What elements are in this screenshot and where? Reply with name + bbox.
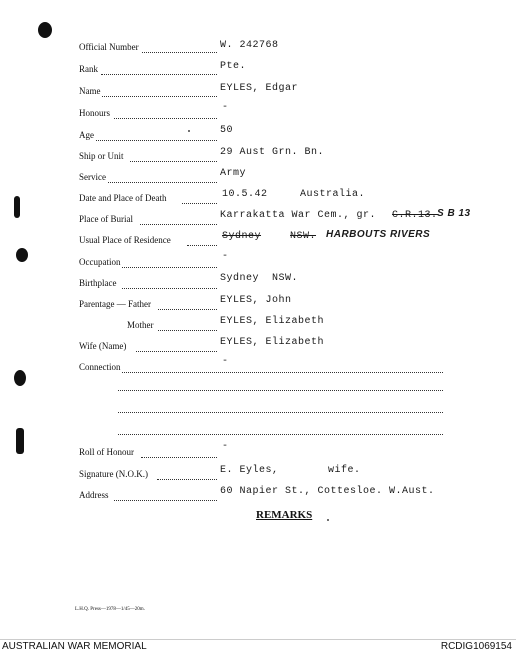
residence-struck-1: Sydney — [222, 231, 262, 242]
name-value: EYLES, Edgar — [220, 83, 299, 94]
birthplace-label: Birthplace — [79, 278, 117, 288]
connection-line-3 — [118, 412, 443, 413]
death-date-value: 10.5.42 — [222, 189, 268, 200]
official-number-dots — [142, 52, 217, 53]
parentage-mother-label: Mother — [127, 320, 154, 330]
official-number-label: Official Number — [79, 42, 139, 52]
parentage-father-dots — [158, 309, 217, 310]
roll-of-honour-value: - — [222, 441, 229, 452]
rank-value: Pte. — [220, 61, 247, 72]
occupation-value: - — [222, 251, 229, 262]
signature-dots — [157, 479, 217, 480]
usual-residence-label: Usual Place of Residence — [79, 235, 171, 245]
roll-of-honour-dots — [141, 457, 217, 458]
birthplace-dots — [122, 288, 217, 289]
punch-hole-middle — [16, 248, 28, 262]
rank-label: Rank — [79, 64, 98, 74]
punch-hole-lower — [14, 370, 26, 386]
connection-line-2 — [118, 390, 443, 391]
parentage-father-label: Parentage — Father — [79, 299, 151, 309]
connection-value: - — [222, 356, 229, 367]
honours-dots — [114, 118, 217, 119]
age-value: 50 — [220, 125, 234, 136]
residence-struck-2: NSW. — [290, 231, 317, 242]
archive-name: AUSTRALIAN WAR MEMORIAL — [2, 641, 147, 652]
date-place-death-dots — [182, 203, 217, 204]
honours-label: Honours — [79, 108, 110, 118]
name-label: Name — [79, 86, 101, 96]
place-of-burial-dots — [140, 224, 217, 225]
speck — [327, 519, 329, 521]
birthplace-value: Sydney NSW. — [220, 273, 299, 284]
parentage-mother-dots — [158, 330, 217, 331]
burial-value: Karrakatta War Cem., gr. — [220, 210, 377, 221]
signature-label: Signature (N.O.K.) — [79, 469, 148, 479]
burial-struck-value: C.R.13. — [392, 210, 438, 221]
father-value: EYLES, John — [220, 295, 292, 306]
wife-label: Wife (Name) — [79, 341, 127, 351]
binding-mark-lower — [16, 428, 24, 454]
age-label: Age — [79, 130, 94, 140]
wife-value: EYLES, Elizabeth — [220, 337, 325, 348]
ship-or-unit-value: 29 Aust Grn. Bn. — [220, 147, 325, 158]
place-of-burial-label: Place of Burial — [79, 214, 133, 224]
date-place-death-label: Date and Place of Death — [79, 193, 167, 203]
remarks-heading: REMARKS — [256, 509, 313, 521]
usual-residence-dots — [187, 245, 217, 246]
binding-mark-upper — [14, 196, 20, 218]
address-label: Address — [79, 490, 109, 500]
ship-or-unit-dots — [130, 161, 217, 162]
name-dots — [102, 96, 217, 97]
residence-handwritten-value: HARBOUTS RIVERS — [326, 229, 431, 240]
connection-dots — [122, 372, 443, 373]
address-value: 60 Napier St., Cottesloe. W.Aust. — [220, 486, 435, 497]
official-number-value: W. 242768 — [220, 40, 279, 51]
service-label: Service — [79, 172, 106, 182]
ship-or-unit-label: Ship or Unit — [79, 151, 124, 161]
rank-dots — [101, 74, 217, 75]
punch-hole-top — [38, 22, 52, 38]
address-dots — [114, 500, 217, 501]
speck — [188, 130, 190, 132]
printer-note: L.H.Q. Press—1978—1/45—20m. — [75, 607, 145, 612]
connection-label: Connection — [79, 362, 121, 372]
burial-handwritten-value: S B 13 — [437, 208, 471, 219]
age-dots — [96, 140, 217, 141]
signature-value: E. Eyles, — [220, 465, 279, 476]
service-value: Army — [220, 168, 247, 179]
connection-line-4 — [118, 434, 443, 435]
honours-value: - — [222, 102, 229, 113]
occupation-dots — [122, 267, 217, 268]
roll-of-honour-label: Roll of Honour — [79, 447, 134, 457]
signature-relation: wife. — [328, 465, 361, 476]
record-id: RCDIG1069154 — [440, 641, 512, 652]
service-dots — [108, 182, 217, 183]
wife-dots — [136, 351, 217, 352]
mother-value: EYLES, Elizabeth — [220, 316, 325, 327]
death-place-value: Australia. — [300, 189, 366, 200]
occupation-label: Occupation — [79, 257, 121, 267]
